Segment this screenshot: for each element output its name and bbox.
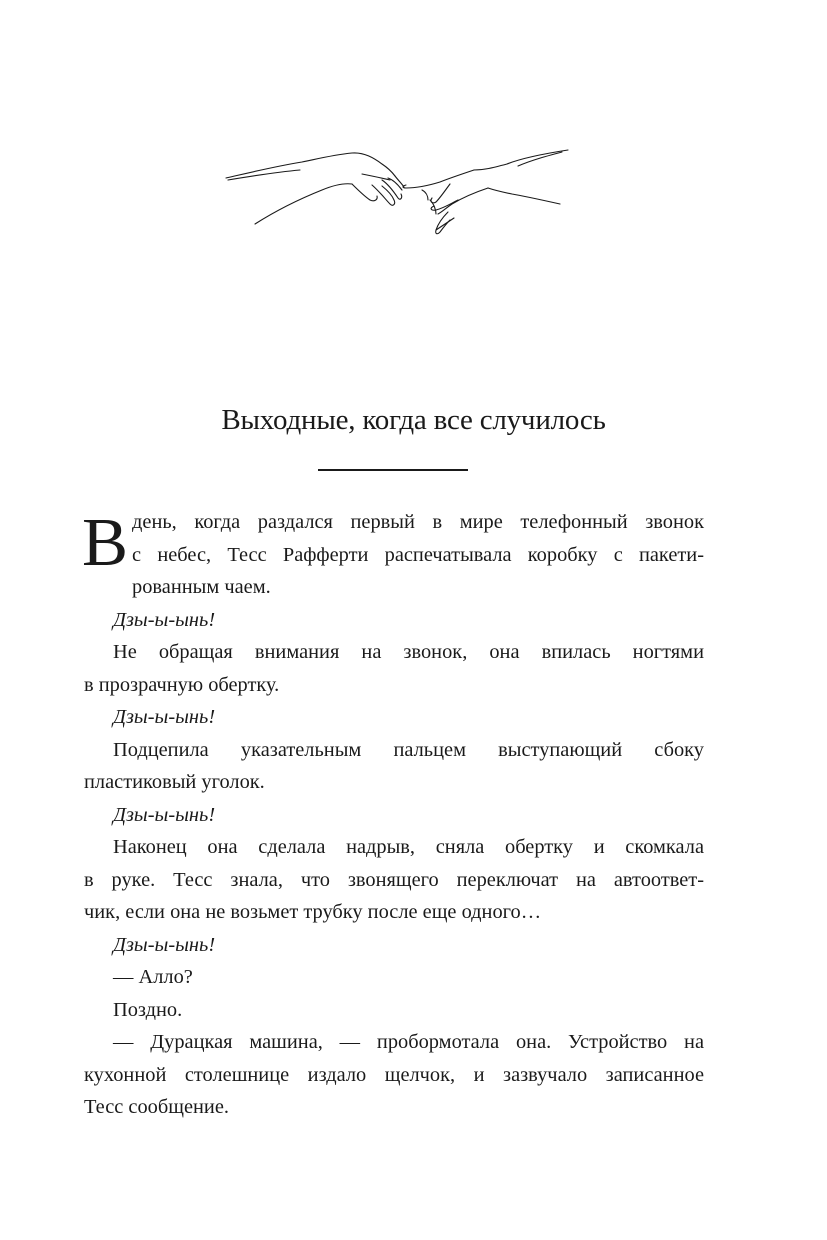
- ring-sound-3: Дзы-ы-ынь!: [113, 803, 216, 826]
- ring-sound-4: Дзы-ы-ынь!: [113, 933, 216, 956]
- ring-sound-2: Дзы-ы-ынь!: [113, 706, 216, 728]
- paragraph-line: чик, если она не возьмет трубку после еще одного…: [84, 901, 542, 923]
- paragraph-line: в прозрачную обертку.: [84, 673, 280, 696]
- paragraph-line: Наконец она сделала надрыв, сняла обертку и скомкала: [113, 836, 704, 858]
- ring-sound-1: Дзы-ы-ынь!: [113, 608, 216, 631]
- paragraph-line: Тесс сообщение.: [84, 1096, 229, 1118]
- chapter-title: Выходные, когда все случилось: [221, 404, 606, 436]
- paragraph-7: [84, 1026, 704, 1124]
- paragraph-line: Не обращая внимания на звонок, она впилась ногтями: [113, 641, 704, 663]
- drop-cap: В: [82, 504, 129, 580]
- paragraph-line: кухонной столешнице издало щелчок, и зазвучало записанное: [84, 1063, 704, 1086]
- paragraph-line: рованным чаем.: [132, 576, 271, 598]
- paragraph-3: [84, 734, 704, 799]
- paragraph-line: Подцепила указательным пальцем выступающий сбоку: [113, 738, 704, 761]
- paragraph-line: с небес, Тесс Рафферти распечатывала коробку с пакети-: [132, 543, 704, 566]
- paragraph-6: Поздно.: [113, 998, 183, 1021]
- paragraph-1: [84, 506, 704, 604]
- paragraph-line: в руке. Тесс знала, что звонящего переключат на автоответ-: [84, 868, 704, 891]
- creation-of-adam-hands-icon: [222, 140, 572, 240]
- paragraph-line: пластиковый уголок.: [84, 771, 265, 793]
- paragraph-2: [84, 636, 704, 701]
- paragraph-line: — Дурацкая машина, — пробормотала она. Устройство на: [113, 1031, 704, 1053]
- dialogue-line: — Алло?: [113, 966, 193, 988]
- paragraph-4: [84, 831, 704, 929]
- chapter-body: [84, 506, 704, 1124]
- paragraph-line: день, когда раздался первый в мире телефонный звонок: [132, 511, 704, 533]
- title-divider: [318, 469, 468, 471]
